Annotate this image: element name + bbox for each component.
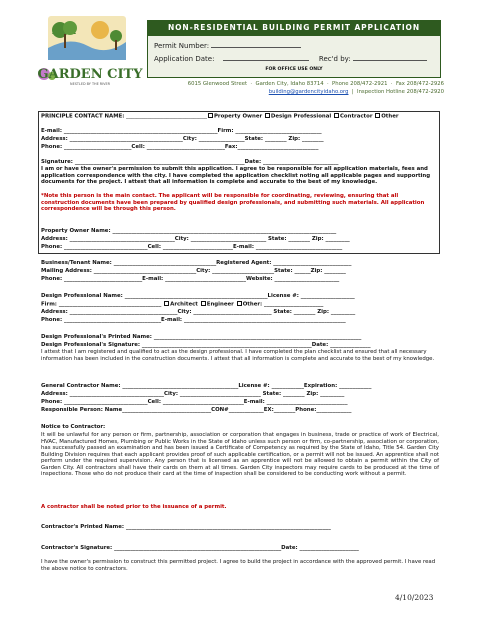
designer-attestation: I attest that I am registered and qualified to act as the design professional. I have completed the plan checklist and ensured that all necessary information has been included in the construction documents. I attest that all information is complete and accurate to the best of my knowledge.: [41, 349, 435, 362]
office-use-box: [147, 36, 441, 78]
contractor-phone-row[interactable]: Phone: _______________________________Cell: ______________________________E-mail: ______________________________: [41, 399, 348, 405]
notice-body: It will be unlawful for any person or firm, partnership, association or corporation that engages in business, trade or practice of work of Electrical, HVAC, Manufactured Homes, Plumbing or Public Works in the State of Idaho unless such person or firm, co-partnership, association or corporation, has successfully passed an examination and has been issued a Certificate of Competency as required by the State of Idaho, Title 54. Garden City Building Division requires that each applicant provides proof of such applicable certification, or a permit will not be issued. An apprentice shall not perform under the required supervision. Any person that is licensed as an apprentice will not be allowed to obtain a permit within the City of Garden City. All contractors shall have their cards on them at all times. Garden City inspectors may require cards to be produced at the time of inspections. Those who do not produce their card at the time of inspection shall be considered to be conducting work without a permit.: [41, 432, 439, 477]
contractor-printed-name-row[interactable]: Contractor's Printed Name: ____________________________________________________________________________: [41, 524, 331, 530]
designer-other-option[interactable]: Other: ______________________: [242, 301, 324, 308]
designer-address-row[interactable]: Address: ________________________________________City: _____________________________ State: ________ Zip: _________: [41, 309, 356, 315]
tenant-name-row[interactable]: Business/Tenant Name: ______________________________________Registered Agent: _____________________________: [41, 260, 352, 266]
building-email-link[interactable]: building@gardencityidaho.org: [268, 89, 349, 95]
contractor-option: Contractor: [339, 113, 373, 120]
application-date-field[interactable]: [223, 54, 309, 61]
permit-number-row: [154, 41, 301, 50]
fax-number: Fax 208/472-2926: [395, 81, 444, 87]
revision-date: 4/10/2023: [395, 593, 434, 602]
contractor-checkbox[interactable]: [334, 113, 339, 118]
owner-name-row[interactable]: Property Owner Name: ___________________________________________________________________________________: [41, 228, 337, 234]
contractor-signature-row[interactable]: Contractor's Signature: ______________________________________________________________Date: ______________________: [41, 545, 359, 551]
permit-number-field[interactable]: [211, 41, 301, 48]
designer-firm-field[interactable]: Firm: ______________________________________: [41, 301, 162, 308]
permit-number-label: Permit Number:: [154, 42, 210, 50]
tenant-phone-row[interactable]: Phone: _____________________________E-mail: ______________________________Website: ________________________: [41, 276, 340, 282]
property-owner-option: Property Owner: [213, 113, 263, 120]
address-line: 6015 Glenwood Street · Garden City, Idaho 83714 · Phone 208/472-2921 · Fax 208/472-2926: [187, 81, 444, 87]
designer-phone-row[interactable]: Phone: ____________________________________E-mail: ____________________________________________________________: [41, 317, 346, 323]
phone-number: Phone 208/472-2921: [332, 81, 388, 87]
tenant-mailing-row[interactable]: Mailing Address: ______________________________________City: _______________________State: ______Zip: ________: [41, 268, 346, 274]
principal-note: *Note this person is the main contact. The applicant will be responsible for coordinating, reviewing, ensuring that all construction documents have been prepared by qualified design professionals, and submitting such materials. All application correspondence will be through this person.: [41, 193, 425, 212]
owner-address-row[interactable]: Address: _______________________________________City: ____________________________ State: ________ Zip: _________: [41, 236, 350, 242]
email-line: building@gardencityidaho.org | Inspection Hotline 208/472-2920: [268, 89, 444, 95]
principal-address-row[interactable]: Address: __________________________________________City: _________________State: ________ Zip: ________: [41, 136, 324, 142]
principal-heading-row: PRINCIPLE CONTACT NAME: ______________________________ Property Owner Design Professional Contractor Other: [41, 113, 399, 120]
contractor-name-row[interactable]: General Contractor Name: ___________________________________________License #: ____________Expiration: ____________: [41, 383, 372, 389]
logo-tagline: NESTLED BY THE RIVER: [70, 82, 110, 86]
garden-city-logo: [30, 14, 145, 88]
designer-printed-name-row[interactable]: Design Professional's Printed Name: _____________________________________________________________________________: [41, 334, 362, 340]
form-title: NON-RESIDENTIAL BUILDING PERMIT APPLICATION: [147, 20, 441, 36]
principal-statement: I am or have the owner's permission to submit this application. I agree to be responsible for all application materials, fees and application correspondence with the city. I have completed the application checklist noting all applicable pages and supporting documents for the project. I attest that all information is complete and accurate to the best of my knowledge.: [41, 166, 431, 185]
responsible-person-row[interactable]: Responsible Person: Name_________________________________CON#_____________EX:________Phone:_____________: [41, 407, 352, 413]
engineer-option: Engineer: [206, 301, 234, 308]
design-professional-option: Design Professional: [270, 113, 332, 120]
logo-wordmark: GARDEN CITY: [37, 67, 143, 82]
architect-option: Architect: [170, 301, 198, 308]
architect-checkbox[interactable]: [164, 301, 169, 306]
designer-other-checkbox[interactable]: [237, 301, 242, 306]
street-address: 6015 Glenwood Street: [187, 81, 248, 87]
engineer-checkbox[interactable]: [201, 301, 206, 306]
application-date-label: Application Date:: [154, 55, 215, 63]
principal-email-row[interactable]: E-mail: _________________________________________________________Firm: ________________________________: [41, 128, 322, 134]
designer-signature-row[interactable]: Design Professional's Signature: _______________________________________________________________Date: _______________: [41, 342, 371, 348]
recd-by-field[interactable]: [353, 54, 427, 61]
city-address: Garden City, Idaho 83714: [255, 81, 324, 87]
application-date-row: [154, 54, 427, 63]
contractor-address-row[interactable]: Address: ___________________________________City: ______________________________ State: ________ Zip: _________: [41, 391, 345, 397]
other-option: Other: [381, 113, 399, 120]
principal-contact-heading: PRINCIPLE CONTACT NAME:: [41, 113, 125, 120]
principal-signature-row[interactable]: Signature: _______________________________________________________________Date: ____________________________: [41, 159, 339, 165]
office-use-only-label: FOR OFFICE USE ONLY: [265, 67, 323, 72]
notice-red-line: A contractor shall be noted prior to the issuance of a permit.: [41, 504, 227, 510]
other-checkbox[interactable]: [375, 113, 380, 118]
property-owner-checkbox[interactable]: [208, 113, 213, 118]
owner-phone-row[interactable]: Phone: _______________________________Cell: __________________________E-mail: ________________________________: [41, 244, 343, 250]
contractor-agreement: I have the owner's permission to construct this permitted project. I agree to build the project in accordance with the approved permit. I have read the above notice to contractors.: [41, 559, 436, 572]
design-professional-checkbox[interactable]: [265, 113, 270, 118]
principal-phone-row[interactable]: Phone: _________________________Cell: _____________________________Fax:______________________________: [41, 144, 319, 150]
inspection-hotline: Inspection Hotline 208/472-2920: [357, 89, 444, 95]
designer-firm-row: [41, 301, 323, 308]
notice-heading: Notice to Contractor:: [41, 424, 106, 430]
recd-by-label: Rec'd by:: [318, 55, 351, 63]
designer-name-row[interactable]: Design Professional Name: _____________________________________________________License #: ____________________: [41, 293, 355, 299]
